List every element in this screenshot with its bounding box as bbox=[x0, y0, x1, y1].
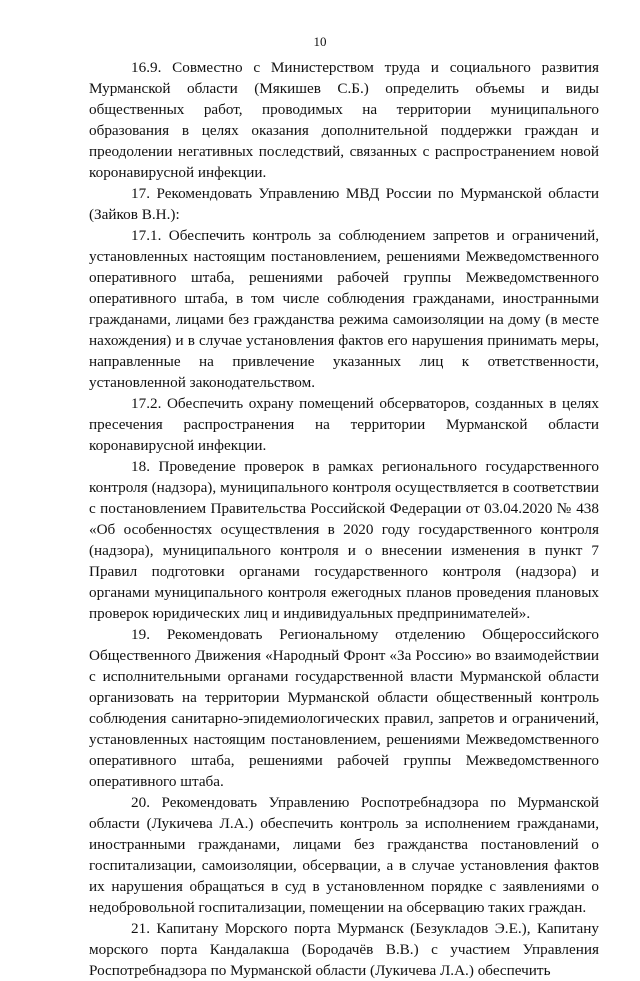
page-number: 10 bbox=[313, 34, 327, 49]
paragraph-17-1: 17.1. Обеспечить контроль за соблюдением запретов и ограничений, установленных настоящим постановлением, решениями Межведомственного оперативного штаба, решениями рабочей группы Межведомственного оперативного штаба, в том числе соблюдения гражданами, иностранными гражданами, лицами без гражданства режима самоизоляции на дому (в месте нахождения) и в случае установления фактов его нарушения принимать меры, направленные на привлечение указанных лиц к ответственности, установленной законодательством. bbox=[89, 227, 599, 391]
paragraph-19: 19. Рекомендовать Региональному отделению Общероссийского Общественного Движения «Народный Фронт «За Россию» во взаимодействии с исполнительными органами государственной власти Мурманской области организовать на территории Мурманской области общественный контроль соблюдения санитарно-эпидемиологических правил, запретов и ограничений, установленных настоящим постановлением, решениями Межведомственного оперативного штаба, решениями рабочей группы Межведомственного оперативного штаба. bbox=[89, 626, 599, 790]
document-body bbox=[89, 57, 599, 981]
paragraph-18: 18. Проведение проверок в рамках регионального государственного контроля (надзора), муниципального контроля осуществляется в соответствии с постановлением Правительства Российской Федерации от 03.04.2020 № 438 «Об особенностях осуществления в 2020 году государственного контроля (надзора), муниципального контроля и о внесении изменения в пункт 7 Правил подготовки органами государственного контроля (надзора) и органами муниципального контроля ежегодных планов проведения плановых проверок юридических лиц и индивидуальных предпринимателей». bbox=[89, 458, 599, 622]
paragraph-17: 17. Рекомендовать Управлению МВД России по Мурманской области (Зайков В.Н.): bbox=[89, 185, 599, 223]
paragraph-17-2: 17.2. Обеспечить охрану помещений обсерваторов, созданных в целях пресечения распространения на территории Мурманской области коронавирусной инфекции. bbox=[89, 395, 599, 454]
paragraph-21: 21. Капитану Морского порта Мурманск (Безукладов Э.Е.), Капитану морского порта Кандалакша (Бородачёв В.В.) с участием Управления Роспотребнадзора по Мурманской области (Лукичева Л.А.) обеспечить bbox=[89, 920, 599, 979]
paragraph-20: 20. Рекомендовать Управлению Роспотребнадзора по Мурманской области (Лукичева Л.А.) обеспечить контроль за исполнением гражданами, иностранными гражданами, лицами без гражданства постановлений о госпитализации, самоизоляции, обсервации, а в случае установления фактов их нарушения обращаться в суд в установленном порядке с заявлениями о недобровольной госпитализации, помещении на обсервацию таких граждан. bbox=[89, 794, 599, 916]
paragraph-16-9: 16.9. Совместно с Министерством труда и социального развития Мурманской области (Мякишев С.Б.) определить объемы и виды общественных работ, проводимых на территории муниципального образования в целях оказания дополнительной поддержки граждан и преодолении негативных последствий, связанных с распространением новой коронавирусной инфекции. bbox=[89, 59, 599, 181]
